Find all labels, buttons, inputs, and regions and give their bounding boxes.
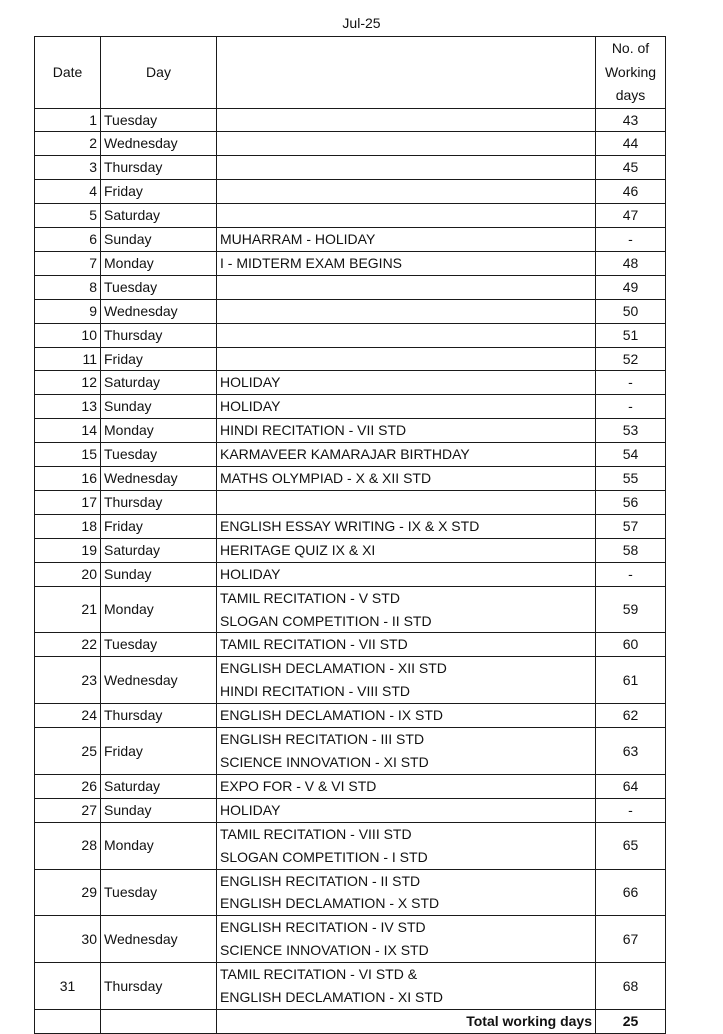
event-cell [217,204,596,228]
event-cell [217,419,596,443]
event-cell [217,395,596,419]
working-days-cell: 64 [596,774,666,798]
table-row [35,251,666,275]
event-cell [217,108,596,132]
working-days-cell: 53 [596,419,666,443]
day-cell: Sunday [101,395,217,419]
table-row [35,204,666,228]
date-cell: 17 [35,491,101,515]
header-working-days-line: days [615,87,646,103]
table-row [35,443,666,467]
working-days-cell: 45 [596,156,666,180]
event-cell [217,704,596,728]
table-row [35,228,666,252]
day-cell: Tuesday [101,108,217,132]
header-working-days-line: Working [604,63,657,80]
date-cell: 14 [35,419,101,443]
day-cell: Saturday [101,538,217,562]
day-cell: Saturday [101,204,217,228]
working-days-cell: 49 [596,275,666,299]
date-cell: 2 [35,132,101,156]
table-row [35,822,666,869]
date-cell: 4 [35,180,101,204]
event-cell [217,371,596,395]
date-cell: 13 [35,395,101,419]
event-line: TAMIL RECITATION - VI STD & [220,966,418,983]
event-line: HOLIDAY [220,565,281,582]
event-line: SCIENCE INNOVATION - XI STD [220,753,429,770]
event-line [220,109,592,132]
day-cell: Sunday [101,228,217,252]
working-days-cell: - [596,562,666,586]
working-days-cell: 51 [596,323,666,347]
event-line: TAMIL RECITATION - V STD [220,589,400,606]
working-days-cell: 68 [596,963,666,1010]
date-cell: 24 [35,704,101,728]
working-days-cell: 65 [596,822,666,869]
event-cell [217,132,596,156]
event-cell [217,514,596,538]
day-cell: Wednesday [101,916,217,963]
table-row [35,467,666,491]
working-days-cell: 58 [596,538,666,562]
event-line: TAMIL RECITATION - VII STD [220,636,408,653]
event-line [220,276,592,299]
event-line: TAMIL RECITATION - VIII STD [220,825,412,842]
event-line: ENGLISH RECITATION - IV STD [220,919,426,936]
table-row [35,419,666,443]
day-cell: Friday [101,514,217,538]
event-cell [217,633,596,657]
day-cell: Sunday [101,798,217,822]
day-cell: Saturday [101,371,217,395]
date-cell: 10 [35,323,101,347]
date-cell: 20 [35,562,101,586]
day-cell: Thursday [101,704,217,728]
event-cell [217,323,596,347]
day-cell: Monday [101,822,217,869]
total-empty-date [35,1009,101,1033]
working-days-cell: 43 [596,108,666,132]
event-cell [217,963,596,1010]
working-days-cell: 67 [596,916,666,963]
date-cell: 31 [35,963,101,1010]
table-row [35,633,666,657]
event-cell [217,443,596,467]
day-cell: Friday [101,728,217,775]
event-line: MATHS OLYMPIAD - X & XII STD [220,470,432,487]
working-days-cell: 63 [596,728,666,775]
total-label: Total working days [217,1009,596,1033]
event-cell [217,798,596,822]
sheet-title: Jul-25 [342,15,381,31]
event-line [220,132,592,155]
working-days-cell: 46 [596,180,666,204]
event-line [220,324,592,347]
event-line: ENGLISH RECITATION - II STD [220,872,421,889]
working-days-cell: 52 [596,347,666,371]
event-cell [217,869,596,916]
table-row [35,514,666,538]
event-line: ENGLISH RECITATION - III STD [220,731,425,748]
date-cell: 6 [35,228,101,252]
date-cell: 15 [35,443,101,467]
table-row [35,586,666,633]
date-cell: 27 [35,798,101,822]
day-cell: Wednesday [101,132,217,156]
day-cell: Friday [101,180,217,204]
table-row [35,299,666,323]
table-row [35,728,666,775]
event-line: SCIENCE INNOVATION - IX STD [220,942,429,959]
table-row [35,562,666,586]
working-days-cell: 61 [596,657,666,704]
header-working-days [596,37,666,109]
day-cell: Monday [101,419,217,443]
event-line: MUHARRAM - HOLIDAY [220,231,376,248]
table-row [35,180,666,204]
day-cell: Wednesday [101,467,217,491]
day-cell: Monday [101,251,217,275]
date-cell: 29 [35,869,101,916]
event-cell [217,467,596,491]
event-line [220,204,592,227]
day-cell: Tuesday [101,275,217,299]
day-cell: Thursday [101,491,217,515]
day-cell: Wednesday [101,657,217,704]
working-days-cell: 47 [596,204,666,228]
table-row [35,156,666,180]
date-cell: 1 [35,108,101,132]
table-row [35,347,666,371]
working-days-cell: 57 [596,514,666,538]
event-cell [217,156,596,180]
working-days-cell: 59 [596,586,666,633]
date-cell: 9 [35,299,101,323]
day-cell: Sunday [101,562,217,586]
date-cell: 26 [35,774,101,798]
event-cell [217,180,596,204]
event-line: ENGLISH DECLAMATION - XII STD [220,660,447,677]
event-cell [217,586,596,633]
date-cell: 16 [35,467,101,491]
table-row [35,963,666,1010]
calendar-table [34,36,666,1034]
table-row [35,371,666,395]
table-row [35,538,666,562]
event-cell [217,774,596,798]
date-cell: 8 [35,275,101,299]
table-row [35,869,666,916]
date-cell: 23 [35,657,101,704]
event-line [220,300,592,323]
date-cell: 11 [35,347,101,371]
day-cell: Tuesday [101,633,217,657]
event-line [220,180,592,203]
date-cell: 25 [35,728,101,775]
header-event [217,37,596,109]
event-line [220,156,592,179]
working-days-cell: 44 [596,132,666,156]
event-line: ENGLISH DECLAMATION - IX STD [220,707,443,724]
event-cell [217,657,596,704]
event-line: HINDI RECITATION - VII STD [220,422,407,439]
working-days-cell: 48 [596,251,666,275]
event-cell [217,251,596,275]
event-cell [217,916,596,963]
event-cell [217,728,596,775]
event-cell [217,347,596,371]
date-cell: 30 [35,916,101,963]
working-days-cell: - [596,395,666,419]
date-cell: 19 [35,538,101,562]
working-days-cell: 62 [596,704,666,728]
event-cell [217,275,596,299]
date-cell: 5 [35,204,101,228]
event-line: EXPO FOR - V & VI STD [220,777,377,794]
table-row [35,774,666,798]
working-days-cell: 54 [596,443,666,467]
table-row [35,657,666,704]
date-cell: 7 [35,251,101,275]
event-cell [217,562,596,586]
event-cell [217,228,596,252]
date-cell: 3 [35,156,101,180]
event-line [220,491,592,514]
event-line: ENGLISH DECLAMATION - XI STD [220,989,443,1006]
total-row [35,1009,666,1033]
event-line: HOLIDAY [220,374,281,391]
event-cell [217,822,596,869]
day-cell: Thursday [101,156,217,180]
day-cell: Tuesday [101,443,217,467]
working-days-cell: - [596,228,666,252]
event-line: HOLIDAY [220,801,281,818]
event-line: HOLIDAY [220,398,281,415]
event-cell [217,299,596,323]
event-line: KARMAVEER KAMARAJAR BIRTHDAY [220,446,470,463]
header-working-days-line: No. of [611,40,650,56]
date-cell: 12 [35,371,101,395]
working-days-cell: 50 [596,299,666,323]
total-empty-day [101,1009,217,1033]
header-row [35,37,666,109]
event-line [220,348,592,371]
day-cell: Thursday [101,323,217,347]
total-value: 25 [596,1009,666,1033]
date-cell: 28 [35,822,101,869]
working-days-cell: 66 [596,869,666,916]
event-line: HERITAGE QUIZ IX & XI [220,541,376,558]
day-cell: Wednesday [101,299,217,323]
table-row [35,798,666,822]
table-row [35,704,666,728]
table-row [35,132,666,156]
event-line: HINDI RECITATION - VIII STD [220,683,411,700]
event-line: SLOGAN COMPETITION - II STD [220,612,432,629]
table-row [35,108,666,132]
table-row [35,491,666,515]
event-line: ENGLISH DECLAMATION - X STD [220,895,440,912]
header-date: Date [35,37,101,109]
working-days-cell: - [596,371,666,395]
event-line: SLOGAN COMPETITION - I STD [220,848,428,865]
day-cell: Tuesday [101,869,217,916]
day-cell: Monday [101,586,217,633]
working-days-cell: 60 [596,633,666,657]
event-cell [217,538,596,562]
date-cell: 22 [35,633,101,657]
event-line: ENGLISH ESSAY WRITING - IX & X STD [220,517,480,534]
day-cell: Saturday [101,774,217,798]
working-days-cell: - [596,798,666,822]
date-cell: 21 [35,586,101,633]
header-day: Day [101,37,217,109]
day-cell: Friday [101,347,217,371]
table-row [35,916,666,963]
working-days-cell: 55 [596,467,666,491]
event-cell [217,491,596,515]
table-row [35,395,666,419]
date-cell: 18 [35,514,101,538]
event-line: I - MIDTERM EXAM BEGINS [220,254,403,271]
table-row [35,275,666,299]
day-cell: Thursday [101,963,217,1010]
table-row [35,323,666,347]
working-days-cell: 56 [596,491,666,515]
